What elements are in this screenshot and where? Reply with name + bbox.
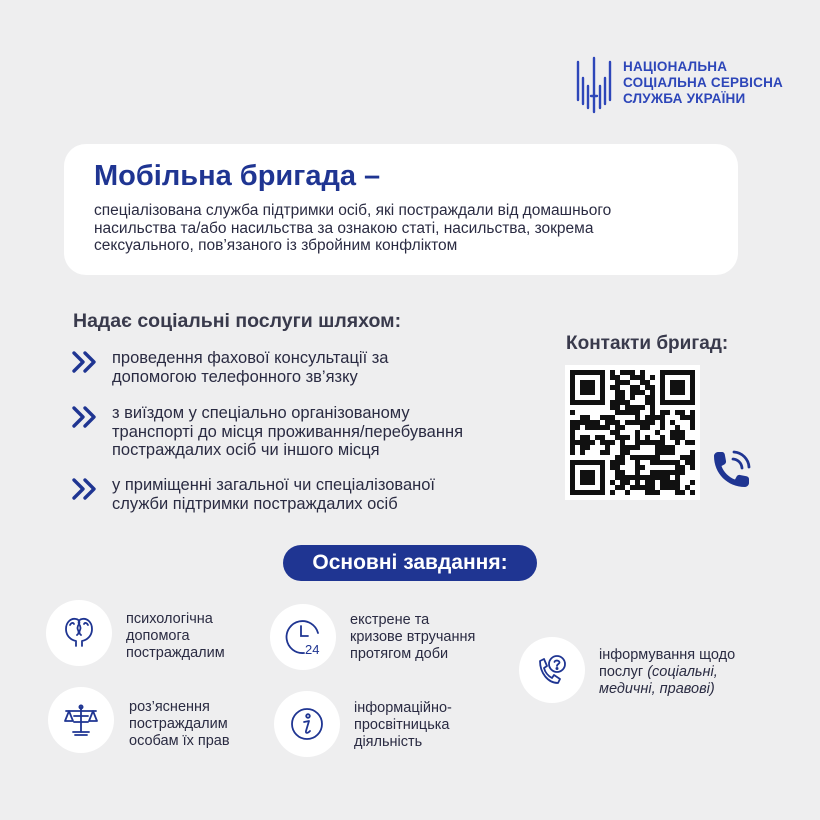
ssu-logo xyxy=(575,56,783,114)
task-line: просвітницька xyxy=(354,717,450,733)
task-text xyxy=(354,700,452,751)
contacts-title: Контакти бригад: xyxy=(566,333,729,354)
task-line: психологічна xyxy=(126,611,213,627)
hero-card xyxy=(64,144,738,275)
task-line-italic: медичні, правові) xyxy=(599,681,715,697)
task-line-part: послуг xyxy=(599,664,648,680)
task-line xyxy=(599,664,735,681)
service-item-2 xyxy=(70,404,463,460)
phone-icon xyxy=(706,446,756,496)
phone-question-icon xyxy=(531,649,573,691)
service-item-1 xyxy=(70,349,389,386)
info-icon xyxy=(286,703,328,745)
service-line: у приміщенні загальної чи спеціалізованої xyxy=(112,476,435,494)
clock-24-icon xyxy=(282,616,324,658)
hero-description xyxy=(94,202,724,255)
psychology-heads-icon xyxy=(58,612,100,654)
logo-text xyxy=(623,59,783,107)
hero-desc-line: насильства та/або насильства за ознакою статі, насильства, зокрема xyxy=(94,219,594,237)
task-line: допомога xyxy=(126,628,190,644)
logo-line-3: СЛУЖБА УКРАЇНИ xyxy=(623,91,746,106)
service-item-3 xyxy=(70,476,435,513)
service-text xyxy=(112,349,389,386)
service-line: проведення фахової консультації за xyxy=(112,349,389,367)
task-icon-wrap xyxy=(48,687,114,753)
task-text xyxy=(599,647,735,698)
hero-title: Мобільна бригада – xyxy=(94,160,381,192)
task-icon-wrap xyxy=(274,691,340,757)
task-icon-wrap xyxy=(519,637,585,703)
task-line: постраждалим xyxy=(126,645,225,661)
task-icon-wrap xyxy=(270,604,336,670)
task-text xyxy=(126,611,225,662)
task-line: роз’яснення xyxy=(129,699,210,715)
service-line: транспорті до місця проживання/перебування xyxy=(112,422,464,441)
double-chevron-icon xyxy=(70,349,100,375)
task-line: екстрене та xyxy=(350,612,430,628)
service-text xyxy=(112,476,435,513)
task-line: інформаційно- xyxy=(354,700,452,716)
qr-code-graphic xyxy=(565,365,700,500)
service-text xyxy=(112,404,463,460)
services-title: Надає соціальні послуги шляхом: xyxy=(73,310,402,332)
task-line: діяльність xyxy=(354,734,423,750)
task-line-italic: (соціальні, xyxy=(647,664,718,680)
hero-desc-line: спеціалізована служба підтримки осіб, які постраждали від домашнього xyxy=(94,202,612,219)
qr-code[interactable] xyxy=(565,365,700,500)
service-line: допомогою телефонного зв’язку xyxy=(112,367,358,386)
svg-text:24: 24 xyxy=(305,642,320,657)
service-line: постраждалих осіб чи іншого місця xyxy=(112,441,380,459)
task-line: інформування щодо xyxy=(599,647,736,663)
task-line: кризове втручання xyxy=(350,629,476,645)
logo-line-1: НАЦІОНАЛЬНА xyxy=(623,59,728,74)
double-chevron-icon xyxy=(70,404,100,430)
task-line: особам їх прав xyxy=(129,733,230,749)
service-line: з виїздом у спеціально організованому xyxy=(112,404,410,422)
scales-icon xyxy=(60,699,102,741)
task-text xyxy=(129,699,230,750)
task-line: протягом доби xyxy=(350,646,449,662)
tasks-title: Основні завдання: xyxy=(283,545,537,581)
double-chevron-icon xyxy=(70,476,100,502)
hero-desc-line: сексуального, пов’язаного із збройним конфліктом xyxy=(94,237,458,254)
service-line: служби підтримки постраждалих осіб xyxy=(112,494,398,513)
task-text xyxy=(350,612,475,663)
logo-line-2: СОЦІАЛЬНА СЕРВІСНА xyxy=(623,75,783,90)
task-icon-wrap xyxy=(46,600,112,666)
task-line: постраждалим xyxy=(129,716,228,732)
ukraine-trident-icon xyxy=(575,56,613,114)
